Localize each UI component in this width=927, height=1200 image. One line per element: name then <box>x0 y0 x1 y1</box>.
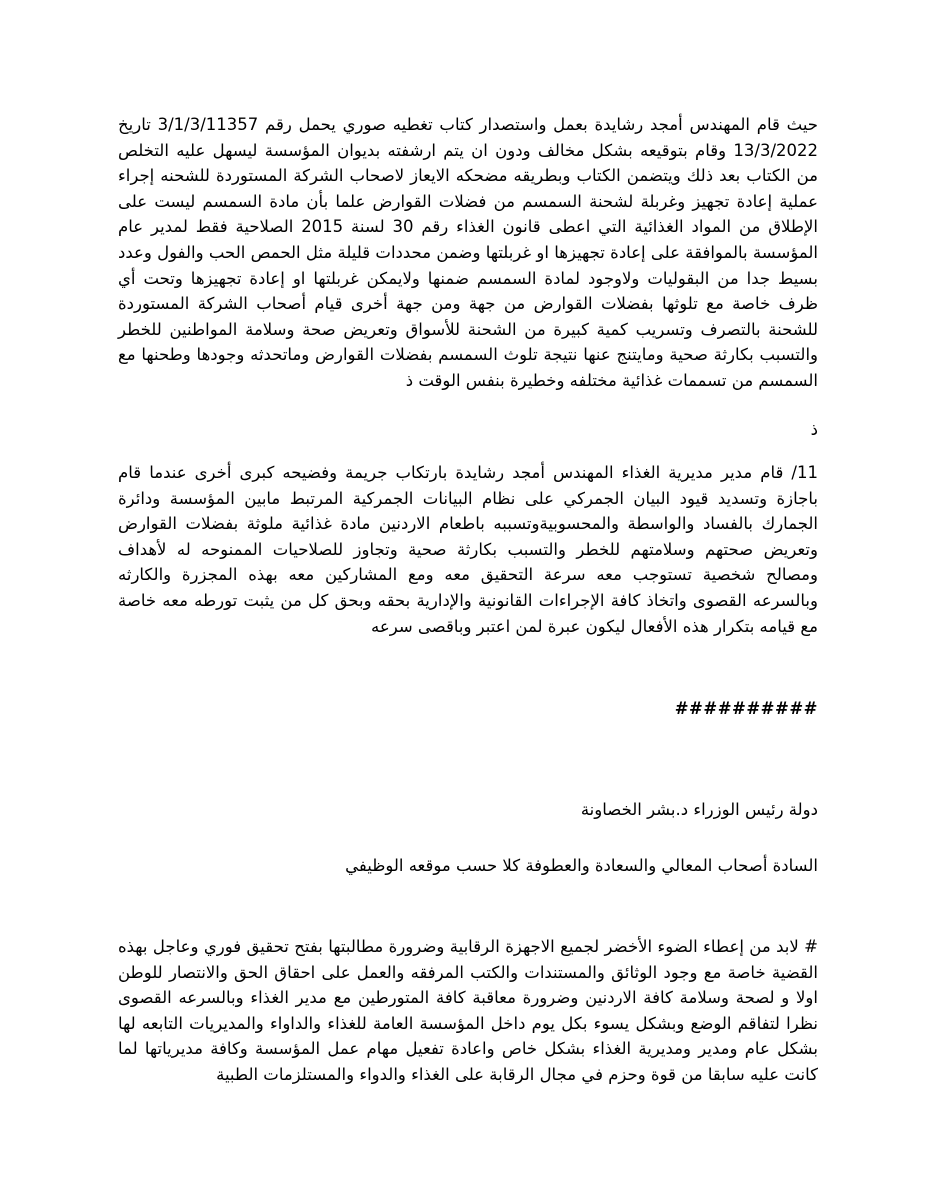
hash-separator: ########## <box>674 699 818 718</box>
paragraph-3: # لابد من إعطاء الضوء الأخضر لجميع الاجهزة الرقابية وضرورة مطالبتها بفتح تحقيق فوري وعاجل بهذه القضية خاصة مع وجود الوثائق والمستندات والكتب المرفقه والعمل على احقاق الحق والانتصار للوطن اولا و لصحة وسلامة كافة الاردنين وضرورة معاقبة كافة المتورطين مع مدير الغذاء وبالسرعه القصوى نظرا لتفاقم الوضع وبشكل يسوء بكل يوم داخل المؤسسة العامة للغذاء والداواء والمديريات التابعه لها بشكل عام ومدير ومديرية الغذاء بشكل خاص واعادة تفعيل مهام عمل المؤسسة وكافة مديرياتها لما كانت عليه سابقا من قوة وحزم في مجال الرقابة على الغذاء والدواء والمستلزمات الطبية <box>118 937 818 1084</box>
paragraph-2: 11/ قام مدير مديرية الغذاء المهندس أمجد رشايدة بارتكاب جريمة وفضيحه كبرى أخرى عندما قام باجازة وتسديد قيود البيان الجمركي على نظام البيانات الجمركية المرتبط مابين المؤسسة ودائرة الجمارك بالفساد والواسطة والمحسوبيةوتسببه باطعام الاردنين مادة غذائية ملوثة بفضلات القوارض وتعريض صحتهم وسلامتهم للخطر والتسبب بكارثة صحية وتجاوز للصلاحيات الممنوحه له لأهداف ومصالح شخصية تستوجب معه سرعة التحقيق معه ومع المشاركين معه بهذه المجزرة والكارثه وبالسرعه القصوى واتخاذ كافة الإجراءات القانونية والإدارية بحقه وبحق كل من يثبت تورطه معه خاصة مع قيامه بتكرار هذه الأفعال ليكون عبرة لمن اعتبر وباقصى سرعه <box>118 463 818 636</box>
stray-letter: ذ <box>810 420 818 439</box>
addressee-officials: السادة أصحاب المعالي والسعادة والعطوفة كلا حسب موقعه الوظيفي <box>345 856 818 875</box>
addressee-prime-minister: دولة رئيس الوزراء د.بشر الخصاونة <box>580 800 818 819</box>
paragraph-1: حيث قام المهندس أمجد رشايدة بعمل واستصدار كتاب تغطيه صوري يحمل رقم 3/1/3/11357 تاريخ 13/3/2022 وقام بتوقيعه بشكل مخالف ودون ان يتم ارشفته بديوان المؤسسة ليسهل عليه التخلص من الكتاب بعد ذلك ويتضمن الكتاب وبطريقه مضحكه الايعاز لاصحاب الشركة المستوردة للشحنه إجراء عملية إعادة تجهيز وغربلة لشحنة السمسم من فضلات القوارض علما بأن مادة السمسم ليست على الإطلاق من المواد الغذائية التي اعطى قانون الغذاء رقم 30 لسنة 2015 الصلاحية فقط لمدير عام المؤسسة بالموافقة على إعادة تجهيزها او غربلتها وضمن محددات قليلة مثل الحمص الحب والفول وعدد بسيط جدا من البقوليات ولاوجود لمادة السمسم ضمنها ولايمكن غربلتها او إعادة تجهيزها وتحت أي ظرف خاصة مع تلوثها بفضلات القوارض من جهة ومن جهة أخرى قيام أصحاب الشركة المستوردة للشحنة بالتصرف وتسريب كمية كبيرة من الشحنة للأسواق وتعريض صحة وسلامة المواطنين للخطر والتسبب بكارثة صحية ومايتنج عنها نتيجة تلوث السمسم بفضلات القوارض وماتحدثه وجودها وطحنها مع السمسم من تسممات غذائية مختلفه وخطيرة بنفس الوقت ذ <box>118 115 818 390</box>
